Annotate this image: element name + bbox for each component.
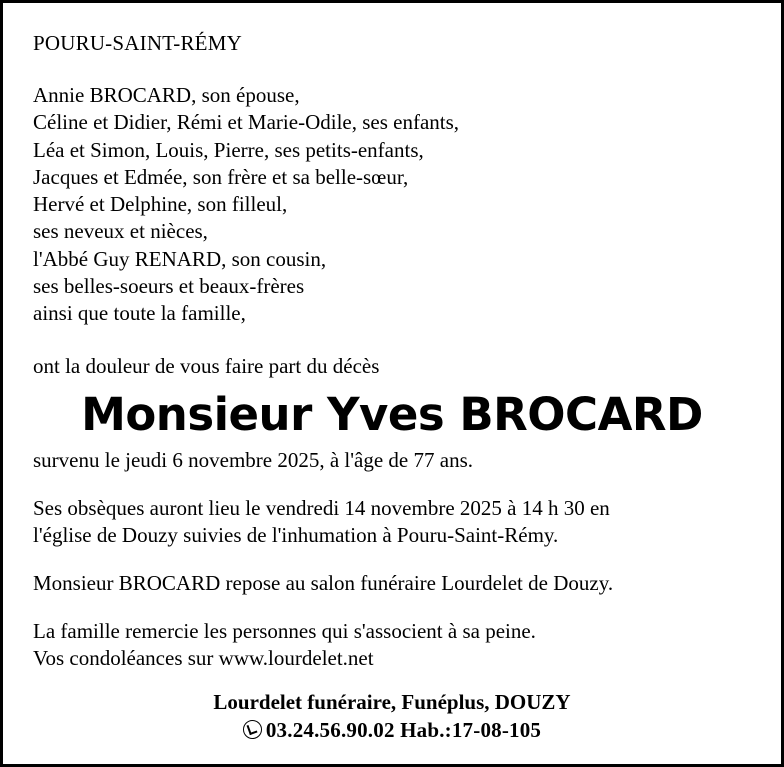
funeral-home-name: Lourdelet funéraire, Funéplus, DOUZY [213,690,571,715]
funeral-line: l'église de Douzy suivies de l'inhumation à Pouru-Saint-Rémy. [33,522,559,547]
family-line: ses belles-soeurs et beaux-frères [33,274,305,299]
deceased-name: Monsieur Yves BROCARD [81,387,703,441]
condolences-website-line: Vos condoléances sur www.lourdelet.net [33,646,374,671]
family-line: Céline et Didier, Rémi et Marie-Odile, ses enfants, [33,110,460,135]
thanks-line: La famille remercie les personnes qui s'associent à sa peine. [33,618,536,643]
announcement-text: ont la douleur de vous faire part du décès [33,353,380,378]
family-line: ainsi que toute la famille, [33,301,246,326]
family-members-list [33,82,751,328]
thanks-and-condolences [33,618,751,673]
funeral-home-phone-line [33,717,751,744]
funeral-home-phone: 03.24.56.90.02 Hab.:17-08-105 [265,717,542,742]
repose-location-text: Monsieur BROCARD repose au salon funéraire Lourdelet de Douzy. [33,570,614,595]
funeral-line: Ses obsèques auront lieu le vendredi 14 novembre 2025 à 14 h 30 en [33,495,610,520]
phone-icon [243,720,262,739]
family-line: Léa et Simon, Louis, Pierre, ses petits-enfants, [33,137,424,162]
death-date-text: survenu le jeudi 6 novembre 2025, à l'âge de 77 ans. [33,447,473,472]
family-line: Hervé et Delphine, son filleul, [33,192,288,217]
family-line: Annie BROCARD, son épouse, [33,83,300,107]
funeral-home-footer [33,689,751,750]
family-line: Jacques et Edmée, son frère et sa belle-sœur, [33,164,409,189]
funeral-details [33,495,751,549]
family-line: ses neveux et nièces, [33,219,208,244]
locality-heading: POURU-SAINT-RÉMY [33,31,242,55]
family-line: l'Abbé Guy RENARD, son cousin, [33,246,327,271]
